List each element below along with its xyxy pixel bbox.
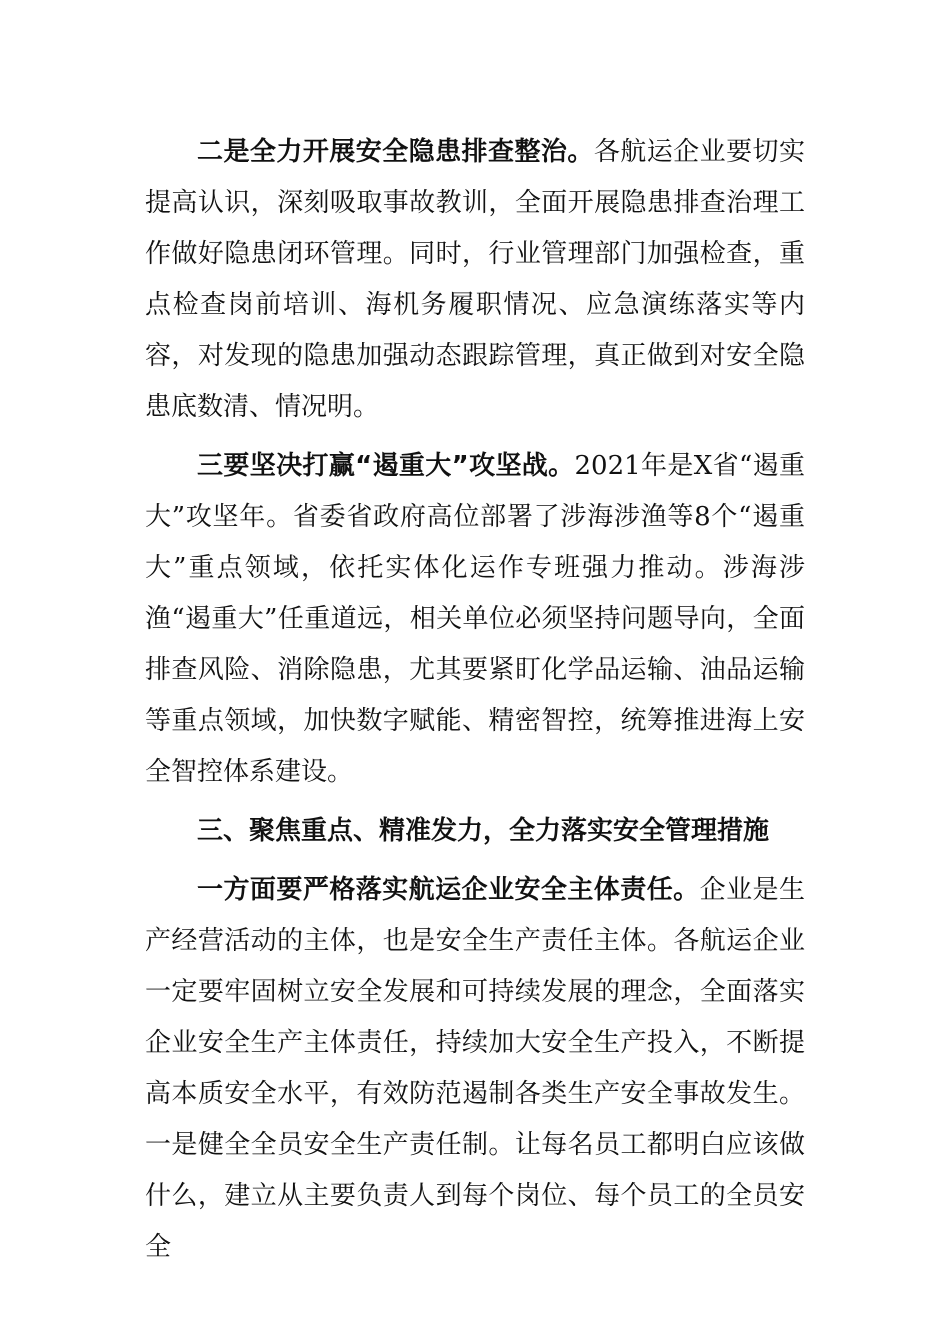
paragraph-body: 各航运企业要切实提高认识，深刻吸取事故教训，全面开展隐患排查治理工作做好隐患闭环管理。同时，行业管理部门加强检查，重点检查岗前培训、海机务履职情况、应急演练落实等内容，对发现的隐患加强动态跟踪管理，真正做到对安全隐患底数清、情况明。 — [145, 137, 805, 422]
section-heading: 三、聚焦重点、精准发力，全力落实安全管理措施 — [197, 816, 770, 846]
paragraph-curb-major-accidents — [145, 441, 805, 798]
paragraph-lead: 三要坚决打赢“遏重大”攻坚战。 — [197, 451, 575, 481]
paragraph-body: 企业是生产经营活动的主体，也是安全生产责任主体。各航运企业一定要牢固树立安全发展和可持续发展的理念，全面落实企业安全生产主体责任，持续加大安全生产投入，不断提高本质安全水平，有效防范遏制各类生产安全事故发生。一是健全全员安全生产责任制。让每名员工都明白应该做什么，建立从主要负责人到每个岗位、每个员工的全员安全 — [145, 875, 805, 1262]
paragraph-lead: 二是全力开展安全隐患排查整治。 — [197, 137, 594, 167]
paragraph-body: 2021年是X省“遏重大”攻坚年。省委省政府高位部署了涉海涉渔等8个“遏重大”重点领域，依托实体化运作专班强力推动。涉海涉渔“遏重大”任重道远，相关单位必须坚持问题导向，全面排查风险、消除隐患，尤其要紧盯化学品运输、油品运输等重点领域，加快数字赋能、精密智控，统筹推进海上安全智控体系建设。 — [145, 451, 805, 787]
document-page — [145, 127, 805, 1281]
paragraph-hazard-inspection — [145, 127, 805, 433]
paragraph-lead: 一方面要严格落实航运企业安全主体责任。 — [197, 875, 700, 905]
paragraph-enterprise-responsibility — [145, 865, 805, 1273]
